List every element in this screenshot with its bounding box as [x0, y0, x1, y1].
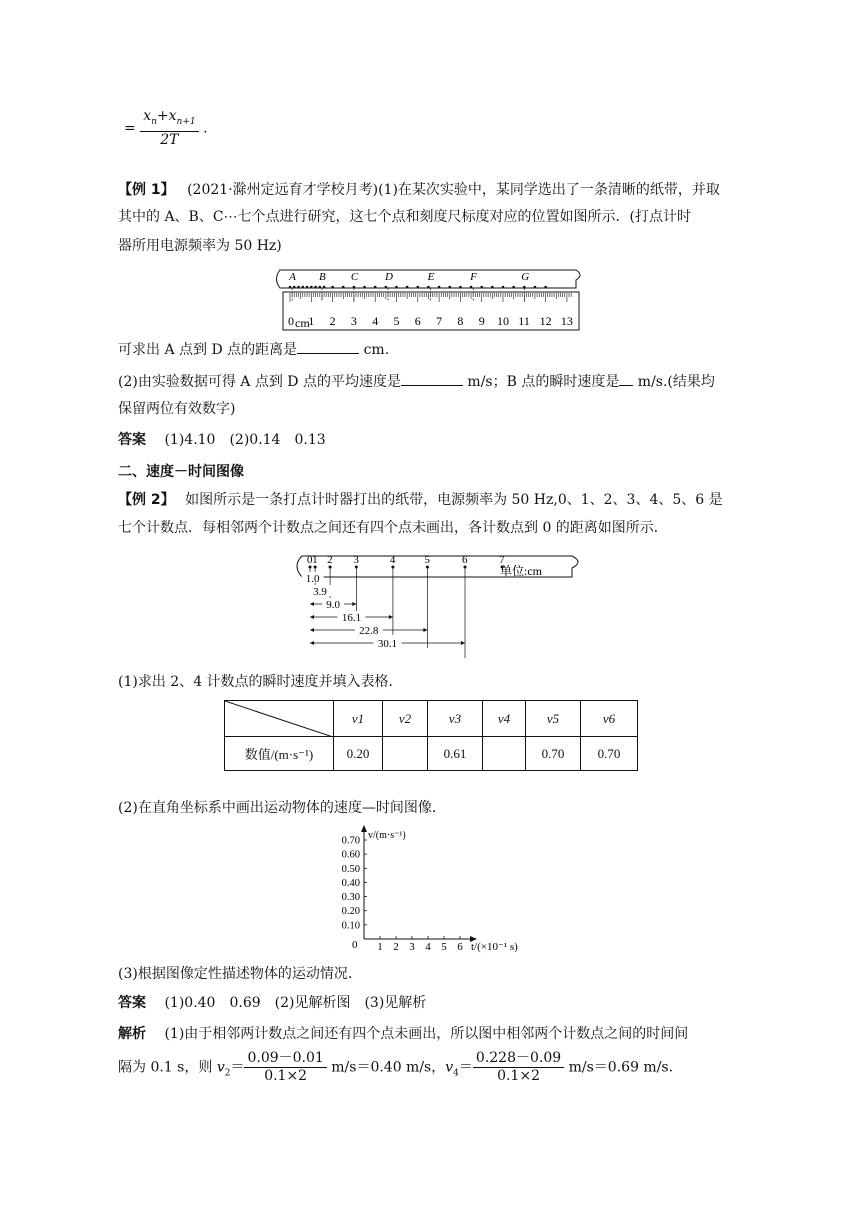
- y-tick-label: 0.30: [341, 892, 360, 904]
- ex2-line1: 【例 2】 如图所示是一条打点计时器打出的纸带，电源频率为 50 Hz,0、1、2、3、4、5、6 是: [118, 492, 723, 508]
- tape-point-label: C: [350, 271, 359, 283]
- dimension-arrow: [389, 615, 393, 619]
- y-tick-label: 0.20: [341, 906, 360, 918]
- x-tick-label: 5: [441, 941, 447, 953]
- tape-point-label: E: [427, 271, 435, 283]
- ex2-analysis-line2: 隔为 0.1 s，则 $v_2=$ $\frac{0.09-0.01}{0.1\times 2}$ m/s＝0.40 m/s，$v_4=$ $\frac{0.228-0.09}{0.1\times 2}$ m/s＝0.69 m/s.: [118, 1050, 674, 1084]
- tape2-point-label: 6: [462, 554, 468, 566]
- tape-unit: 单位:cm: [500, 564, 542, 578]
- tape-dot: [301, 286, 304, 289]
- y-tick-label: 0.40: [341, 877, 360, 889]
- y-tick-label: 0.10: [341, 920, 360, 932]
- ruler-zero: 0: [288, 314, 294, 328]
- distance-dimensions: [302, 572, 465, 650]
- ruler-ticks: [290, 293, 571, 302]
- ex2-q1: (1)求出 2、4 计数点的瞬时速度并填入表格．: [118, 674, 403, 690]
- formula: = $\frac{x_n+x_{n+1}}{2T}$ .: [124, 108, 208, 148]
- tape2-point-label: 5: [424, 554, 430, 566]
- tape-dot: [470, 286, 473, 289]
- x-tick-label: 1: [377, 941, 383, 953]
- table-row: [225, 737, 638, 771]
- dimension-label: 1.0: [305, 573, 320, 585]
- dimension-arrow: [310, 628, 314, 632]
- table-header-v4: v4: [483, 701, 526, 737]
- section-heading: 二、速度－时间图像: [118, 464, 244, 480]
- table-header-row: [225, 701, 638, 737]
- ex1-q2: (2)由实验数据可得 A 点到 D 点的平均速度是 m/s；B 点的瞬时速度是 m/s.(结果均: [118, 374, 715, 390]
- x-tick-label: 6: [457, 941, 463, 953]
- ruler-tick-label: 9: [478, 314, 485, 328]
- ex1-line3: 器所用电源频率为 50 Hz): [118, 238, 282, 254]
- tape-dot: [385, 286, 388, 289]
- dimension-label: 16.1: [341, 612, 362, 624]
- vt-axes-chart: [322, 822, 542, 956]
- tape-dot: [363, 286, 366, 289]
- tape2-point-label: 7: [499, 554, 505, 566]
- origin-label: 0: [352, 939, 358, 951]
- ex1-line2: 其中的 A、B、C⋯七个点进行研究，这七个点和刻度尺标度对应的位置如图所示．(打点计时: [118, 209, 692, 225]
- ruler-tick-label: 2: [329, 314, 336, 328]
- table-cell-v2[interactable]: [383, 737, 428, 771]
- diagonal-line: [225, 701, 333, 737]
- tape-dot: [323, 286, 326, 289]
- ruler-tick-label: 1: [308, 314, 315, 328]
- ex2-tag: 【例 2】: [118, 492, 175, 508]
- tape-dot: [512, 286, 515, 289]
- dimension-label: 9.0: [326, 599, 341, 611]
- table-cell-v3: 0.61: [428, 737, 483, 771]
- y-tick-label: 0.60: [341, 849, 360, 861]
- tape-dot: [353, 286, 356, 289]
- x-tick-label: 4: [425, 941, 431, 953]
- dimension-label: 22.8: [359, 625, 379, 637]
- tape-ruler-figure: [270, 264, 590, 336]
- tape-dot: [480, 286, 483, 289]
- tape-dot: [306, 286, 309, 289]
- dimension-arrow: [461, 641, 465, 645]
- ruler-tick-label: 4: [372, 314, 379, 328]
- tape-point-label: B: [318, 271, 326, 283]
- ex1-q2-line2: 保留两位有效数字): [118, 401, 236, 417]
- table-corner-cell: [225, 701, 334, 737]
- answer-blank-1[interactable]: [297, 353, 359, 354]
- dimension-label: 3.9: [313, 586, 327, 598]
- ex2-q2: (2)在直角坐标系中画出运动物体的速度—时间图像．: [118, 800, 446, 816]
- tape2-point-label: 4: [389, 554, 396, 566]
- tape-dot: [502, 286, 505, 289]
- tape-dot: [374, 286, 377, 289]
- ex1-tag: 【例 1】: [118, 182, 175, 198]
- tape-dot: [523, 286, 526, 289]
- tape2-point-label: 1: [312, 554, 318, 566]
- ex1-line1: 【例 1】 (2021·滁州定远育才学校月考)(1)在某次实验中，某同学选出了一条清晰的纸带，并取: [118, 182, 720, 198]
- ruler-tick-label: 11: [518, 314, 530, 328]
- ex2-answer: 答案 (1)0.40 0.69 (2)见解析图 (3)见解析: [118, 995, 427, 1011]
- dimension-arrow: [352, 602, 356, 606]
- tape-point-label: A: [289, 271, 296, 283]
- ruler-tick-label: 8: [457, 314, 464, 328]
- ruler-tick-label: 5: [393, 314, 400, 328]
- table-cell-v6: 0.70: [581, 737, 638, 771]
- tape-point-label: G: [521, 271, 530, 283]
- table-cell-v4[interactable]: [483, 737, 526, 771]
- tape-point-label: D: [384, 271, 393, 283]
- dimension-arrow: [423, 628, 427, 632]
- ruler-tick-label: 3: [350, 314, 357, 328]
- tape-dot: [297, 286, 300, 289]
- tape-point-label: F: [470, 271, 477, 283]
- answer-blank-2[interactable]: [401, 385, 463, 386]
- table-row-label: 数值/(m·s⁻¹): [225, 737, 334, 771]
- dimension-label: 30.1: [377, 638, 398, 650]
- ex2-q3: (3)根据图像定性描述物体的运动情况．: [118, 966, 362, 982]
- table-header-v2: v2: [383, 701, 428, 737]
- ex1-source: (2021·滁州定远育才学校月考): [187, 182, 379, 198]
- x-axis-label: t/(×10⁻¹ s): [471, 941, 518, 953]
- tape-dot: [491, 286, 494, 289]
- y-ticks: [342, 836, 367, 932]
- table-cell-v5: 0.70: [526, 737, 581, 771]
- tape-dot: [406, 286, 409, 289]
- tape-dot: [544, 286, 547, 289]
- table-header-v6: v6: [581, 701, 638, 737]
- tape-dot: [417, 286, 420, 289]
- ruler-tick-label: 12: [539, 314, 552, 328]
- x-tick-label: 2: [393, 941, 399, 953]
- table-header-v3: v3: [428, 701, 483, 737]
- tape-dot: [293, 286, 296, 289]
- ruler-tick-label: 7: [436, 314, 443, 328]
- y-tick-label: 0.70: [341, 835, 360, 847]
- velocity-table: [224, 700, 638, 771]
- formula-prefix: =: [124, 120, 136, 137]
- y-axis-arrow: [361, 825, 367, 832]
- answer-blank-3[interactable]: [619, 385, 633, 386]
- ruler-labels: [308, 314, 573, 328]
- ex2-line2: 七个计数点．每相邻两个计数点之间还有四个点未画出，各计数点到 0 的距离如图所示．: [118, 520, 668, 536]
- tape-dot: [459, 286, 462, 289]
- ex2-analysis-line1: 解析 (1)由于相邻两计数点之间还有四个点未画出，所以图中相邻两个计数点之间的时间间: [118, 1026, 689, 1042]
- tape-dot: [319, 286, 322, 289]
- ruler-tick-label: 6: [414, 314, 421, 328]
- tape-dot: [310, 286, 313, 289]
- tape-dot: [427, 286, 430, 289]
- tape-dot: [448, 286, 451, 289]
- table-header-v1: v1: [334, 701, 383, 737]
- dimension-arrow: [310, 615, 314, 619]
- tape-dot: [314, 286, 317, 289]
- tape2-point-label: 2: [327, 554, 333, 566]
- x-tick-label: 3: [409, 941, 415, 953]
- ruler-tick-label: 10: [497, 314, 509, 328]
- ex1-q1: 可求出 A 点到 D 点的距离是 cm.: [118, 342, 390, 358]
- ruler-tick-label: 13: [560, 314, 573, 328]
- ruler-unit: cm: [295, 316, 310, 330]
- dimension-arrow: [310, 641, 314, 645]
- table-header-v5: v5: [526, 701, 581, 737]
- tape-dot: [534, 286, 537, 289]
- ex1-answer: 答案 (1)4.10 (2)0.14 0.13: [118, 432, 326, 448]
- dimension-arrow: [310, 602, 314, 606]
- tape-distance-figure: [290, 548, 590, 658]
- tape-dot: [342, 286, 345, 289]
- tape2-point-label: 3: [353, 554, 359, 566]
- table-cell-v1: 0.20: [334, 737, 383, 771]
- y-axis-label: v/(m·s⁻¹): [368, 830, 406, 841]
- tape-dot: [331, 286, 334, 289]
- tape-dot: [395, 286, 398, 289]
- tape-dot: [438, 286, 441, 289]
- tape-dot: [289, 286, 292, 289]
- y-tick-label: 0.50: [341, 863, 360, 875]
- tape2-point-label: 0: [307, 554, 313, 566]
